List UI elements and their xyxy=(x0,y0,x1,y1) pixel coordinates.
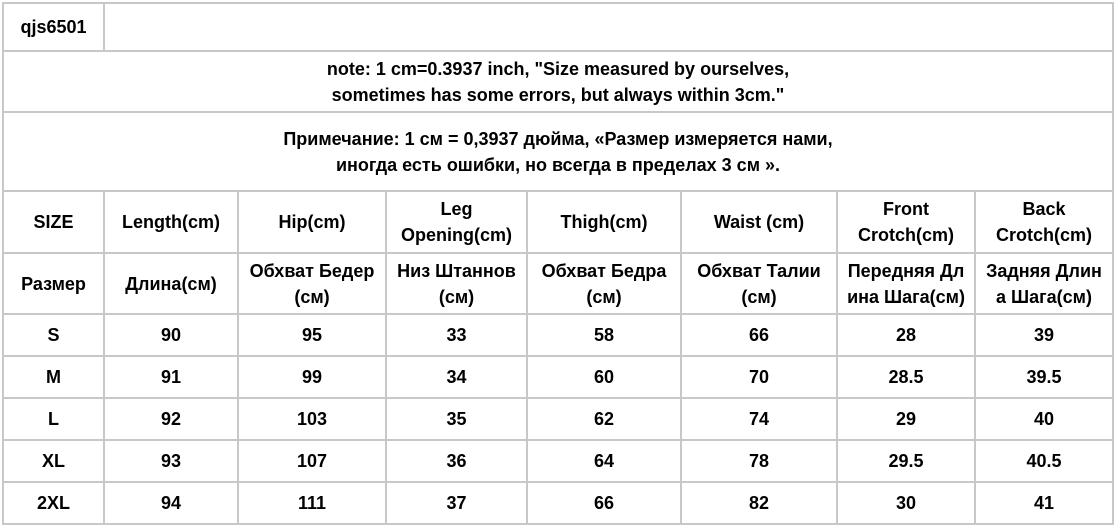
measurement-cell: 70 xyxy=(681,356,837,398)
header-cell-line: Back xyxy=(1022,199,1066,219)
measurement-cell: 58 xyxy=(527,314,681,356)
header-cell-line: Обхват Бедер xyxy=(249,260,375,281)
measurement-cell: 66 xyxy=(681,314,837,356)
header-cell xyxy=(975,253,1113,314)
measurement-cell: 82 xyxy=(681,482,837,524)
measurement-cell: 93 xyxy=(104,440,238,482)
header-cell-line: Crotch(cm) xyxy=(857,225,954,245)
measurement-cell: 111 xyxy=(238,482,386,524)
measurement-cell: 36 xyxy=(386,440,527,482)
header-cell-line: Leg xyxy=(440,199,473,219)
header-cell-line: Длина(см) xyxy=(125,273,217,294)
measurement-cell: 92 xyxy=(104,398,238,440)
header-cell-line: Waist (cm) xyxy=(713,212,805,232)
header-cell xyxy=(104,191,238,253)
measurement-cell: 95 xyxy=(238,314,386,356)
measurement-cell: 62 xyxy=(527,398,681,440)
note-english xyxy=(3,51,1113,112)
header-cell xyxy=(238,253,386,314)
header-cell-line: Низ Штаннов xyxy=(397,260,516,281)
header-cell-line: (см) xyxy=(294,286,330,307)
measurement-cell: 28.5 xyxy=(837,356,975,398)
code-row xyxy=(3,3,1113,51)
header-cell-line: Crotch(cm) xyxy=(995,225,1092,245)
header-cell-line: (см) xyxy=(438,286,475,307)
header-cell xyxy=(681,253,837,314)
note-russian xyxy=(3,112,1113,191)
header-cell xyxy=(238,191,386,253)
measurement-cell: 107 xyxy=(238,440,386,482)
measurement-cell: 35 xyxy=(386,398,527,440)
header-cell xyxy=(837,253,975,314)
measurement-cell: 34 xyxy=(386,356,527,398)
header-cell xyxy=(527,191,681,253)
header-cell xyxy=(104,253,238,314)
header-cell xyxy=(527,253,681,314)
header-cell-line: SIZE xyxy=(33,212,74,232)
measurement-cell: 39 xyxy=(975,314,1113,356)
table-row xyxy=(3,356,1113,398)
measurement-cell: 40 xyxy=(975,398,1113,440)
header-cell-line: Обхват Бедра xyxy=(541,260,667,281)
header-row-english xyxy=(3,191,1113,253)
measurement-cell: 41 xyxy=(975,482,1113,524)
measurement-cell: 40.5 xyxy=(975,440,1113,482)
header-cell xyxy=(3,191,104,253)
measurement-cell: 91 xyxy=(104,356,238,398)
note-ru-row xyxy=(3,112,1113,191)
header-cell-line: Length(cm) xyxy=(122,212,220,232)
header-cell-line: (см) xyxy=(586,286,622,307)
measurement-cell: 103 xyxy=(238,398,386,440)
product-code: qjs6501 xyxy=(3,3,104,51)
table-row xyxy=(3,482,1113,524)
note-english-line: sometimes has some errors, but always within 3cm." xyxy=(331,84,785,105)
table-row xyxy=(3,314,1113,356)
header-cell-line: (см) xyxy=(741,286,777,307)
header-cell xyxy=(681,191,837,253)
header-cell-line: Front xyxy=(883,199,929,219)
size-label-cell: XL xyxy=(3,440,104,482)
note-russian-line: Примечание: 1 см = 0,3937 дюйма, «Размер измеряется нами, xyxy=(283,128,833,149)
header-cell-line: ина Шага(см) xyxy=(847,286,965,307)
header-cell xyxy=(837,191,975,253)
measurement-cell: 30 xyxy=(837,482,975,524)
note-russian-line: иногда есть ошибки, но всегда в пределах 3 см ». xyxy=(335,154,781,175)
measurement-cell: 66 xyxy=(527,482,681,524)
measurement-cell: 29 xyxy=(837,398,975,440)
header-cell-line: Opening(cm) xyxy=(401,225,512,245)
header-cell-line: Размер xyxy=(21,273,86,294)
header-cell-line: Thigh(cm) xyxy=(560,212,648,232)
measurement-cell: 39.5 xyxy=(975,356,1113,398)
header-cell-line: Обхват Талии xyxy=(697,260,821,281)
header-cell-line: Передняя Дл xyxy=(847,260,965,281)
measurement-cell: 37 xyxy=(386,482,527,524)
header-cell-line: Hip(cm) xyxy=(278,212,346,232)
size-chart-table xyxy=(2,2,1114,525)
measurement-cell: 33 xyxy=(386,314,527,356)
header-cell-line: Задняя Длин xyxy=(986,260,1102,281)
table-row xyxy=(3,398,1113,440)
size-label-cell: L xyxy=(3,398,104,440)
header-cell xyxy=(975,191,1113,253)
size-label-cell: S xyxy=(3,314,104,356)
note-en-row xyxy=(3,51,1113,112)
measurement-cell: 29.5 xyxy=(837,440,975,482)
measurement-cell: 94 xyxy=(104,482,238,524)
header-cell xyxy=(386,191,527,253)
measurement-cell: 99 xyxy=(238,356,386,398)
header-cell xyxy=(3,253,104,314)
size-label-cell: 2XL xyxy=(3,482,104,524)
code-row-empty-cell xyxy=(104,3,1113,51)
measurement-cell: 28 xyxy=(837,314,975,356)
measurement-cell: 90 xyxy=(104,314,238,356)
header-row-russian xyxy=(3,253,1113,314)
header-cell-line: а Шага(см) xyxy=(996,286,1092,307)
size-label-cell: M xyxy=(3,356,104,398)
measurement-cell: 74 xyxy=(681,398,837,440)
table-row xyxy=(3,440,1113,482)
note-english-line: note: 1 cm=0.3937 inch, "Size measured by ourselves, xyxy=(326,58,790,79)
header-cell xyxy=(386,253,527,314)
measurement-cell: 64 xyxy=(527,440,681,482)
measurement-cell: 78 xyxy=(681,440,837,482)
measurement-cell: 60 xyxy=(527,356,681,398)
